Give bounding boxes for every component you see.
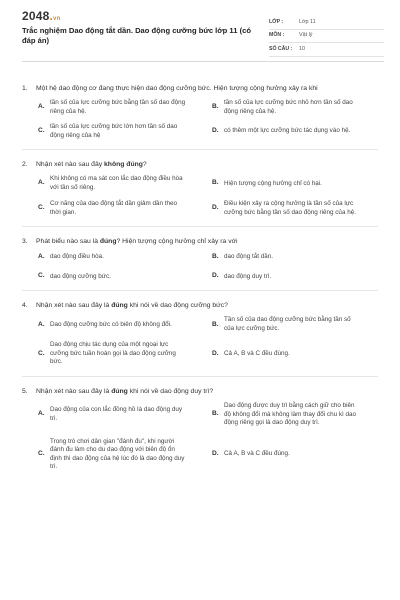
option-a[interactable]: A. Khi không có ma sát con lắc dao động điều hòa với tần số riêng. [38, 175, 183, 191]
meta-table [269, 16, 384, 57]
option-c[interactable]: C. tần số của lực cưỡng bức lớn hơn tần số dao động riêng của hệ [38, 123, 178, 139]
question-text: 5. Nhận xét nào sau đây là đúng khi nói về dao động duy trì? [22, 387, 214, 395]
option-b[interactable]: B. tần số của lực cưỡng bức nhỏ hơn tần số dao động riêng của hệ. [212, 99, 353, 115]
option-d[interactable]: D. Điều kiện xảy ra cộng hưởng là tần số của lực cưỡng bức bằng tần số dao động riêng của hệ. [212, 200, 356, 216]
option-c[interactable]: C. Dao động chịu tác dụng của một ngoại lực cưỡng bức tuần hoàn gọi là dao động cưỡng bức. [38, 341, 176, 366]
question-4 [22, 301, 378, 367]
option-d[interactable]: D. có thêm một lực cưỡng bức tác dụng vào hệ. [212, 127, 351, 135]
option-b[interactable]: B. Hiện tượng cộng hưởng chỉ có hại. [212, 179, 322, 187]
option-d[interactable]: D. dao động duy trì. [212, 272, 272, 280]
question-text: 3. Phát biểu nào sau là đúng? Hiện tượng cộng hưởng chỉ xảy ra với [22, 238, 238, 246]
question-list [22, 84, 386, 472]
options [22, 99, 378, 140]
question-5 [22, 387, 378, 472]
site-logo[interactable]: 2048.vn [22, 9, 61, 23]
meta-key: LỚP : [269, 18, 284, 25]
question-text: 1. Một hệ dao động cơ đang thực hiện dao động cưỡng bức. Hiện tượng cộng hưởng xảy ra khi [22, 85, 318, 92]
divider [22, 149, 378, 150]
option-a[interactable]: A. tần số của lực cưỡng bức bằng tần số dao động riêng của hệ. [38, 99, 186, 115]
meta-key: SỐ CÂU : [269, 45, 293, 52]
meta-row-subject [269, 30, 384, 44]
meta-value: Lớp 11 [299, 18, 316, 25]
question-text: 2. Nhận xét nào sau đây không đúng? [22, 161, 147, 169]
option-c[interactable]: C. Cơ năng của dao động tắt dần giảm dần theo thời gian. [38, 200, 178, 216]
option-a[interactable]: A. dao động điều hòa. [38, 252, 104, 260]
option-b[interactable]: B. Dao động được duy trì bằng cách giữ cho biên độ không đổi mà không làm thay đổi chu kì dao động riêng gọi là dao động duy trì. [212, 402, 356, 427]
divider [22, 290, 378, 291]
option-a[interactable]: A. Dao động cưỡng bức có biên độ không đổi. [38, 320, 172, 328]
options [22, 316, 378, 367]
header [22, 8, 384, 62]
meta-row-class [269, 16, 384, 30]
meta-row-count [269, 43, 384, 57]
divider [22, 376, 378, 377]
options [22, 253, 378, 282]
question-3 [22, 237, 378, 281]
option-a[interactable]: A. Dao động của con lắc đồng hồ là dao động duy trì. [38, 406, 182, 422]
meta-value: Vật lý [299, 32, 313, 39]
options [22, 402, 378, 472]
divider [22, 226, 378, 227]
option-b[interactable]: B. Tần số của dao động cưỡng bức bằng tần số của lực cưỡng bức. [212, 316, 351, 332]
option-d[interactable]: D. Cả A, B và C đều đúng. [212, 450, 290, 458]
option-d[interactable]: D. Cả A, B và C đều đúng. [212, 349, 290, 357]
question-text: 4. Nhận xét nào sau đây là đúng khi nói về dao động cưỡng bức? [22, 302, 228, 310]
question-1 [22, 84, 378, 140]
option-c[interactable]: C. dao động cưỡng bức. [38, 272, 111, 280]
options [22, 175, 378, 217]
question-2 [22, 160, 378, 217]
option-b[interactable]: B. dao động tắt dần. [212, 252, 274, 260]
meta-value: 10 [299, 45, 305, 52]
page-title: Trắc nghiệm Dao động tắt dần. Dao động cưỡng bức lớp 11 (có đáp án) [22, 26, 251, 46]
option-c[interactable]: C. Trong trò chơi dân gian "đánh đu", khi người đánh đu làm cho du dao động với biên độ ổn định thì dao động của hệ lúc đó là dao động duy trì. [38, 437, 185, 471]
meta-key: MÔN : [269, 32, 285, 39]
header-left [22, 8, 254, 46]
